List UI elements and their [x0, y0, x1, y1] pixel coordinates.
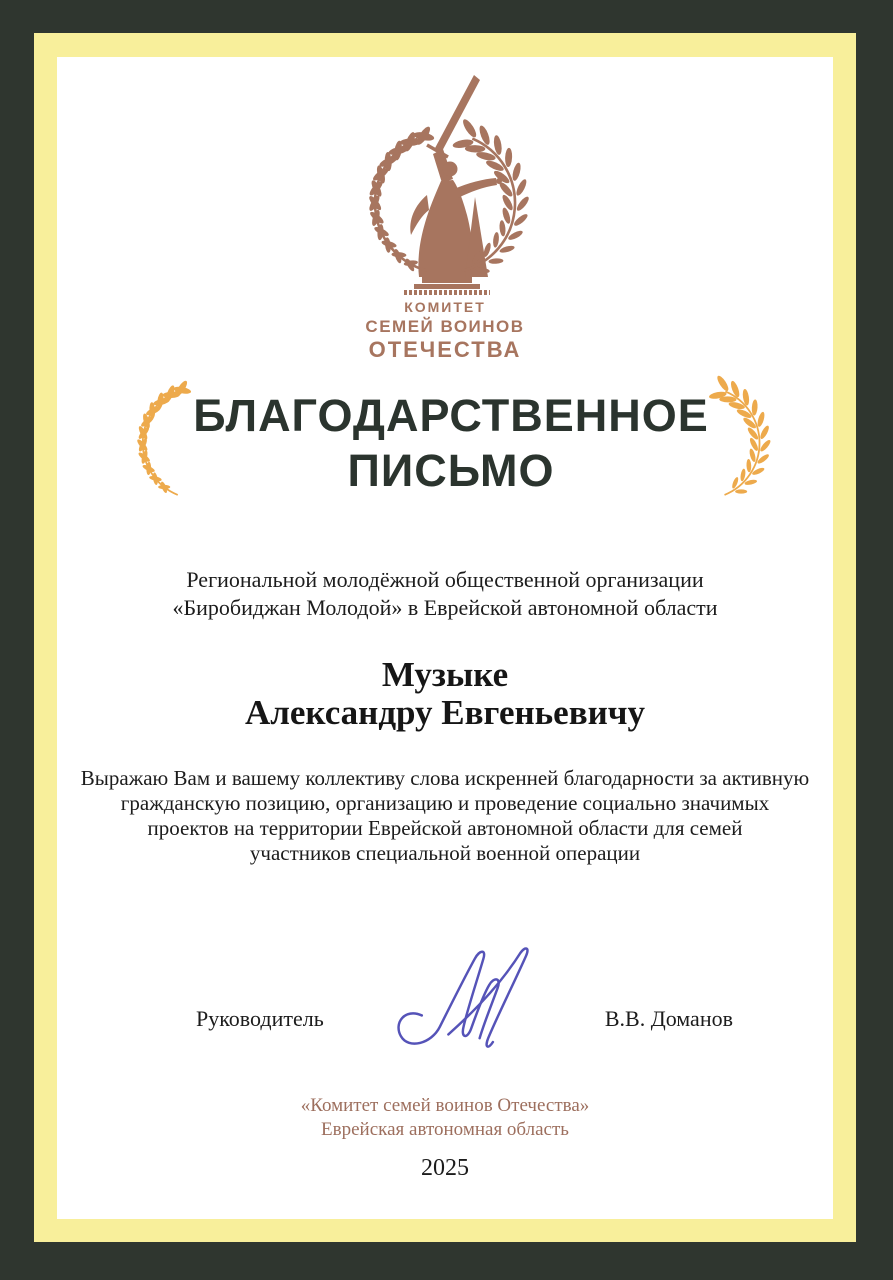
signer-role-label: Руководитель: [196, 1006, 324, 1031]
signer-name: В.В. Доманов: [604, 1006, 733, 1031]
yellow-frame: [34, 33, 856, 1242]
emblem-line-semey-voinov: СЕМЕЙ ВОИНОВ: [365, 317, 525, 336]
handwritten-signature-icon: [385, 932, 543, 1060]
emblem-line-komitet: КОМИТЕТ: [404, 299, 486, 315]
emblem-line-otechestva: ОТЕЧЕСТВА: [368, 337, 522, 362]
laurel-branch-right-icon: [709, 368, 777, 518]
body-line-1: Выражаю Вам и вашему коллективу слова искренней благодарности за активную: [80, 766, 810, 790]
certificate-sheet: [57, 57, 833, 1219]
footer-region: Еврейская автономная область: [321, 1119, 569, 1140]
gratitude-body-text: [57, 766, 833, 866]
body-line-4: участников специальной военной операции: [249, 841, 641, 865]
title-line-2: ПИСЬМО: [347, 445, 555, 496]
org-line-2: «Биробиджан Молодой» в Еврейской автономной области: [172, 595, 718, 620]
signature-block: [57, 930, 833, 1060]
certificate-title: [193, 388, 708, 498]
laurel-branch-left-icon: [125, 368, 193, 518]
motherland-calls-statue-icon: [325, 73, 565, 297]
recipient-name: [57, 656, 833, 732]
name-line-2: Александру Евгеньевичу: [244, 693, 646, 732]
org-line-1: Региональной молодёжной общественной организации: [186, 567, 704, 592]
recipient-organization: [57, 566, 833, 622]
year-label: 2025: [421, 1155, 469, 1181]
footer-org-name: «Комитет семей воинов Отечества»: [300, 1095, 590, 1116]
emblem-text: [57, 299, 833, 362]
footer-organization: [57, 1094, 833, 1142]
body-line-3: проектов на территории Еврейской автономной области для семей: [147, 816, 743, 840]
body-line-2: гражданскую позицию, организацию и проведение социально значимых: [120, 791, 770, 815]
name-line-1: Музыке: [381, 655, 509, 694]
committee-emblem: [57, 73, 833, 362]
title-line-1: БЛАГОДАРСТВЕННОЕ: [193, 390, 709, 441]
title-section: [57, 368, 833, 518]
